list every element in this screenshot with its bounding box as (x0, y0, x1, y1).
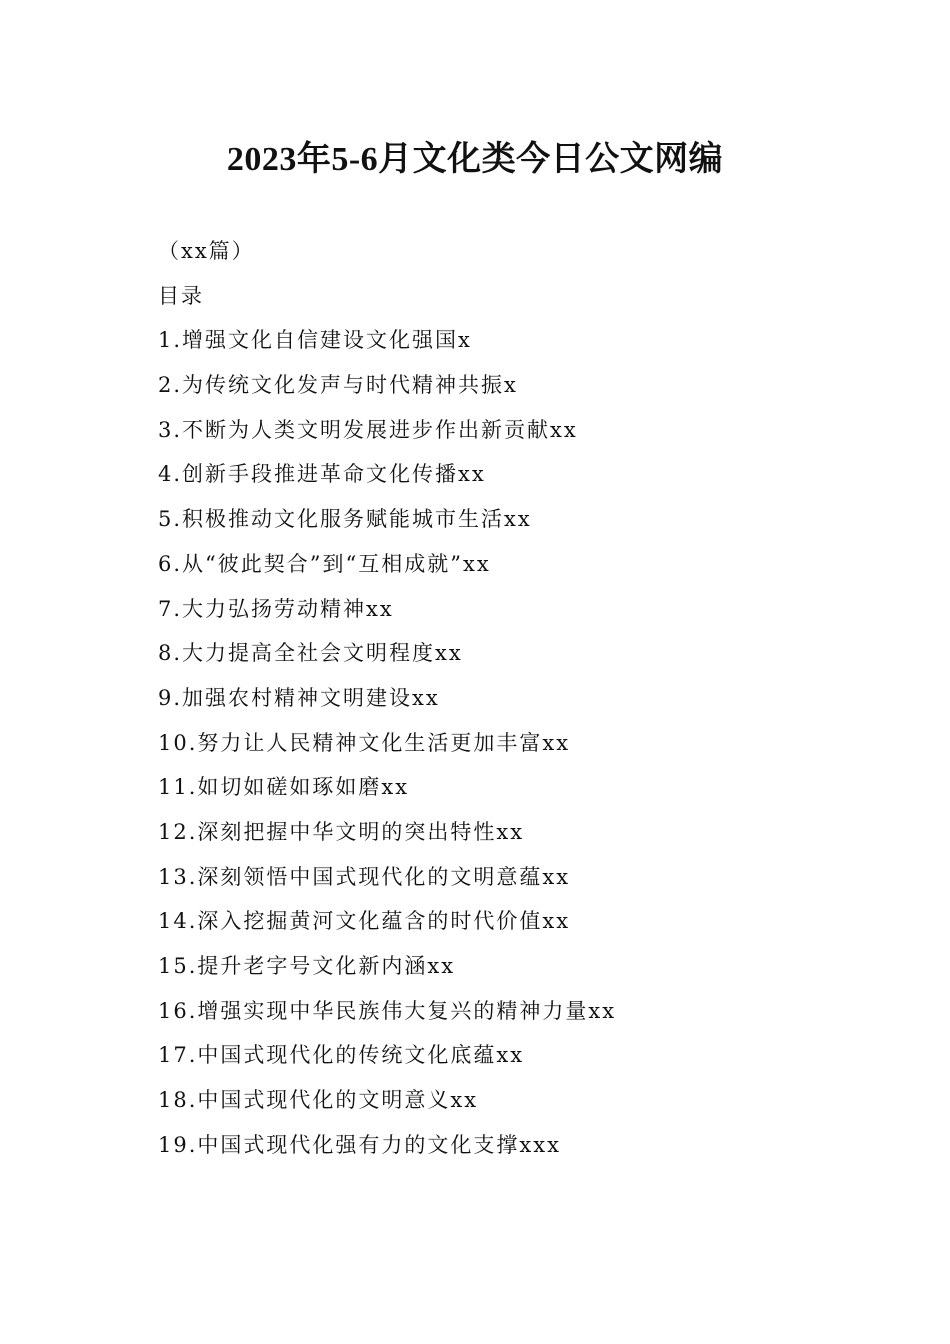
document-title: 2023年5-6月文化类今日公文网编 (226, 141, 724, 178)
toc-item: 16.增强实现中华民族伟大复兴的精神力量xx (158, 998, 617, 1023)
toc-item: 8.大力提高全社会文明程度xx (158, 641, 463, 666)
toc-item: 1.增强文化自信建设文化强国x (158, 328, 472, 353)
toc-item: 18.中国式现代化的文明意义xx (158, 1088, 479, 1113)
toc-item: 12.深刻把握中华文明的突出特性xx (158, 819, 525, 844)
table-of-contents (158, 318, 858, 1167)
toc-item: 14.深入挖掘黄河文化蕴含的时代价值xx (158, 909, 571, 934)
toc-item: 17.中国式现代化的传统文化底蕴xx (158, 1043, 525, 1068)
toc-item: 11.如切如磋如琢如磨xx (158, 775, 410, 800)
toc-item: 13.深刻领悟中国式现代化的文明意蕴xx (158, 864, 571, 889)
toc-item: 10.努力让人民精神文化生活更加丰富xx (158, 730, 571, 755)
toc-item: 7.大力弘扬劳动精神xx (158, 596, 394, 621)
toc-item: 4.创新手段推进革命文化传播xx (158, 462, 486, 487)
toc-item: 15.提升老字号文化新内涵xx (158, 954, 456, 978)
toc-item: 3.不断为人类文明发展进步作出新贡献xx (158, 417, 578, 442)
toc-item: 9.加强农村精神文明建设xx (158, 685, 440, 710)
document-body (158, 229, 858, 1167)
article-count-note: （xx篇） (158, 239, 255, 263)
toc-item: 2.为传统文化发声与时代精神共振x (158, 373, 518, 398)
toc-item: 6.从“彼此契合”到“互相成就”xx (158, 551, 491, 576)
toc-item: 19.中国式现代化强有力的文化支撑xxx (158, 1132, 561, 1157)
toc-item: 5.积极推动文化服务赋能城市生活xx (158, 507, 532, 532)
toc-heading: 目录 (158, 283, 204, 308)
